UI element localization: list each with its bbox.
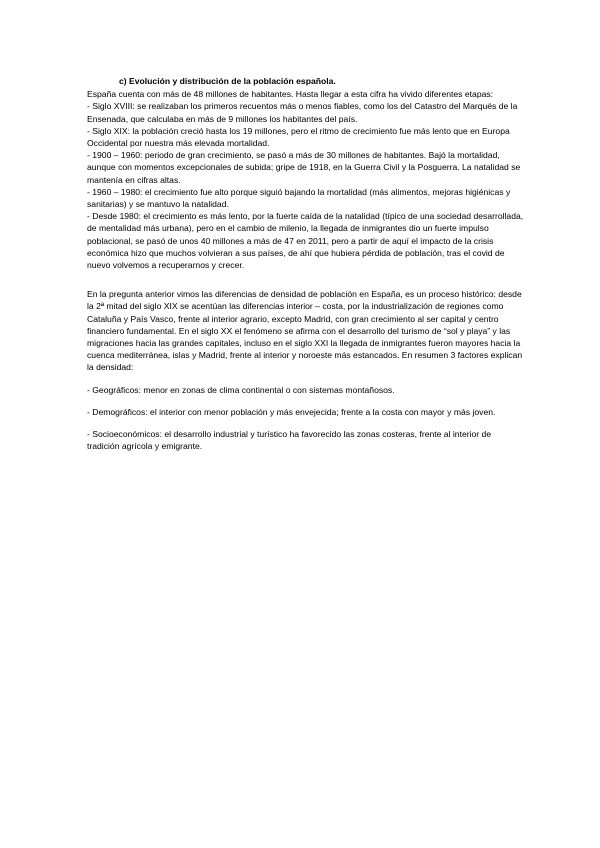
stage-1900-1960: - 1900 – 1960: periodo de gran crecimiento, se pasó a más de 30 millones de habitantes. Bajó la mortalidad, aunque con momentos excepcionales de subida; gripe de 1918, en la Guerra Civil y la Posguerra. La natalidad se mantenía en cifras altas. [87, 150, 521, 185]
section-heading: c) Evolución y distribución de la población española. [119, 76, 336, 86]
paragraph-spacer [87, 418, 524, 428]
intro-paragraph: España cuenta con más de 48 millones de habitantes. Hasta llegar a esta cifra ha vivido diferentes etapas: [87, 89, 494, 100]
stage-desde-1980: - Desde 1980: el crecimiento es más lento, por la fuerte caída de la natalidad (típico de una sociedad desarrollada, de mentalidad más urbana), pero en el cambio de milenio, la llegada de inmigrantes dio un fuerte impulso poblacional, se pasó de unos 40 millones a más de 47 en 2011, pero a partir de aquí el impacto de la crisis económica hizo que muchos volvieran a sus países, de ahí que hubiera pérdida de población, tras el covid de nuevo volvemos a recuperarnos y crecer. [87, 211, 524, 271]
stage-siglo-xix: - Siglo XIX: la población creció hasta los 19 millones, pero el ritmo de crecimiento fue más lento que en Europa Occidental por nuestra más elevada mortalidad. [87, 125, 510, 149]
density-paragraph: En la pregunta anterior vimos las diferencias de densidad de población en España, es un proceso histórico: desde la 2ª mitad del siglo XIX se acentúan las diferencias interior – costa, por la industrialización de regiones como Cataluña y País Vasco, frente al interior agrario, excepto Madrid, con gran crecimiento al ser capital y centro financiero fundamental. En el siglo XX el fenómeno se afirma con el desarrollo del turismo de “sol y playa” y las migraciones hacia las grandes capitales, incluso en el siglo XXI la llegada de inmigrantes fueron mayores hacia la cuenca mediterránea, islas y Madrid, frente al interior y noroeste más estancados. En resumen 3 factores explican la densidad: [87, 289, 523, 373]
stage-1960-1980: - 1960 – 1980: el crecimiento fue alto porque siguió bajando la mortalidad (más alimentos, mejoras higiénicas y sanitarias) y se mantuvo la natalidad. [87, 186, 511, 210]
paragraph-spacer [87, 374, 524, 384]
factor-socioeconomicos: - Socioeconómicos: el desarrollo industrial y turístico ha favorecido las zonas costeras, frente al interior de tradición agrícola y emigrante. [87, 429, 492, 452]
factor-geograficos: - Geográficos: menor en zonas de clima continental o con sistemas montañosos. [87, 384, 395, 395]
factor-demograficos: - Demográficos: el interior con menor población y más envejecida; frente a la costa con mayor y más joven. [87, 406, 496, 417]
document-body [87, 75, 524, 452]
paragraph-spacer [87, 396, 524, 406]
stage-siglo-xviii: - Siglo XVIII: se realizaban los primeros recuentos más o menos fiables, como los del Catastro del Marqués de la Ensenada, que calculaba en más de 9 millones los habitantes del país. [87, 101, 518, 124]
paragraph-spacer [87, 271, 524, 288]
